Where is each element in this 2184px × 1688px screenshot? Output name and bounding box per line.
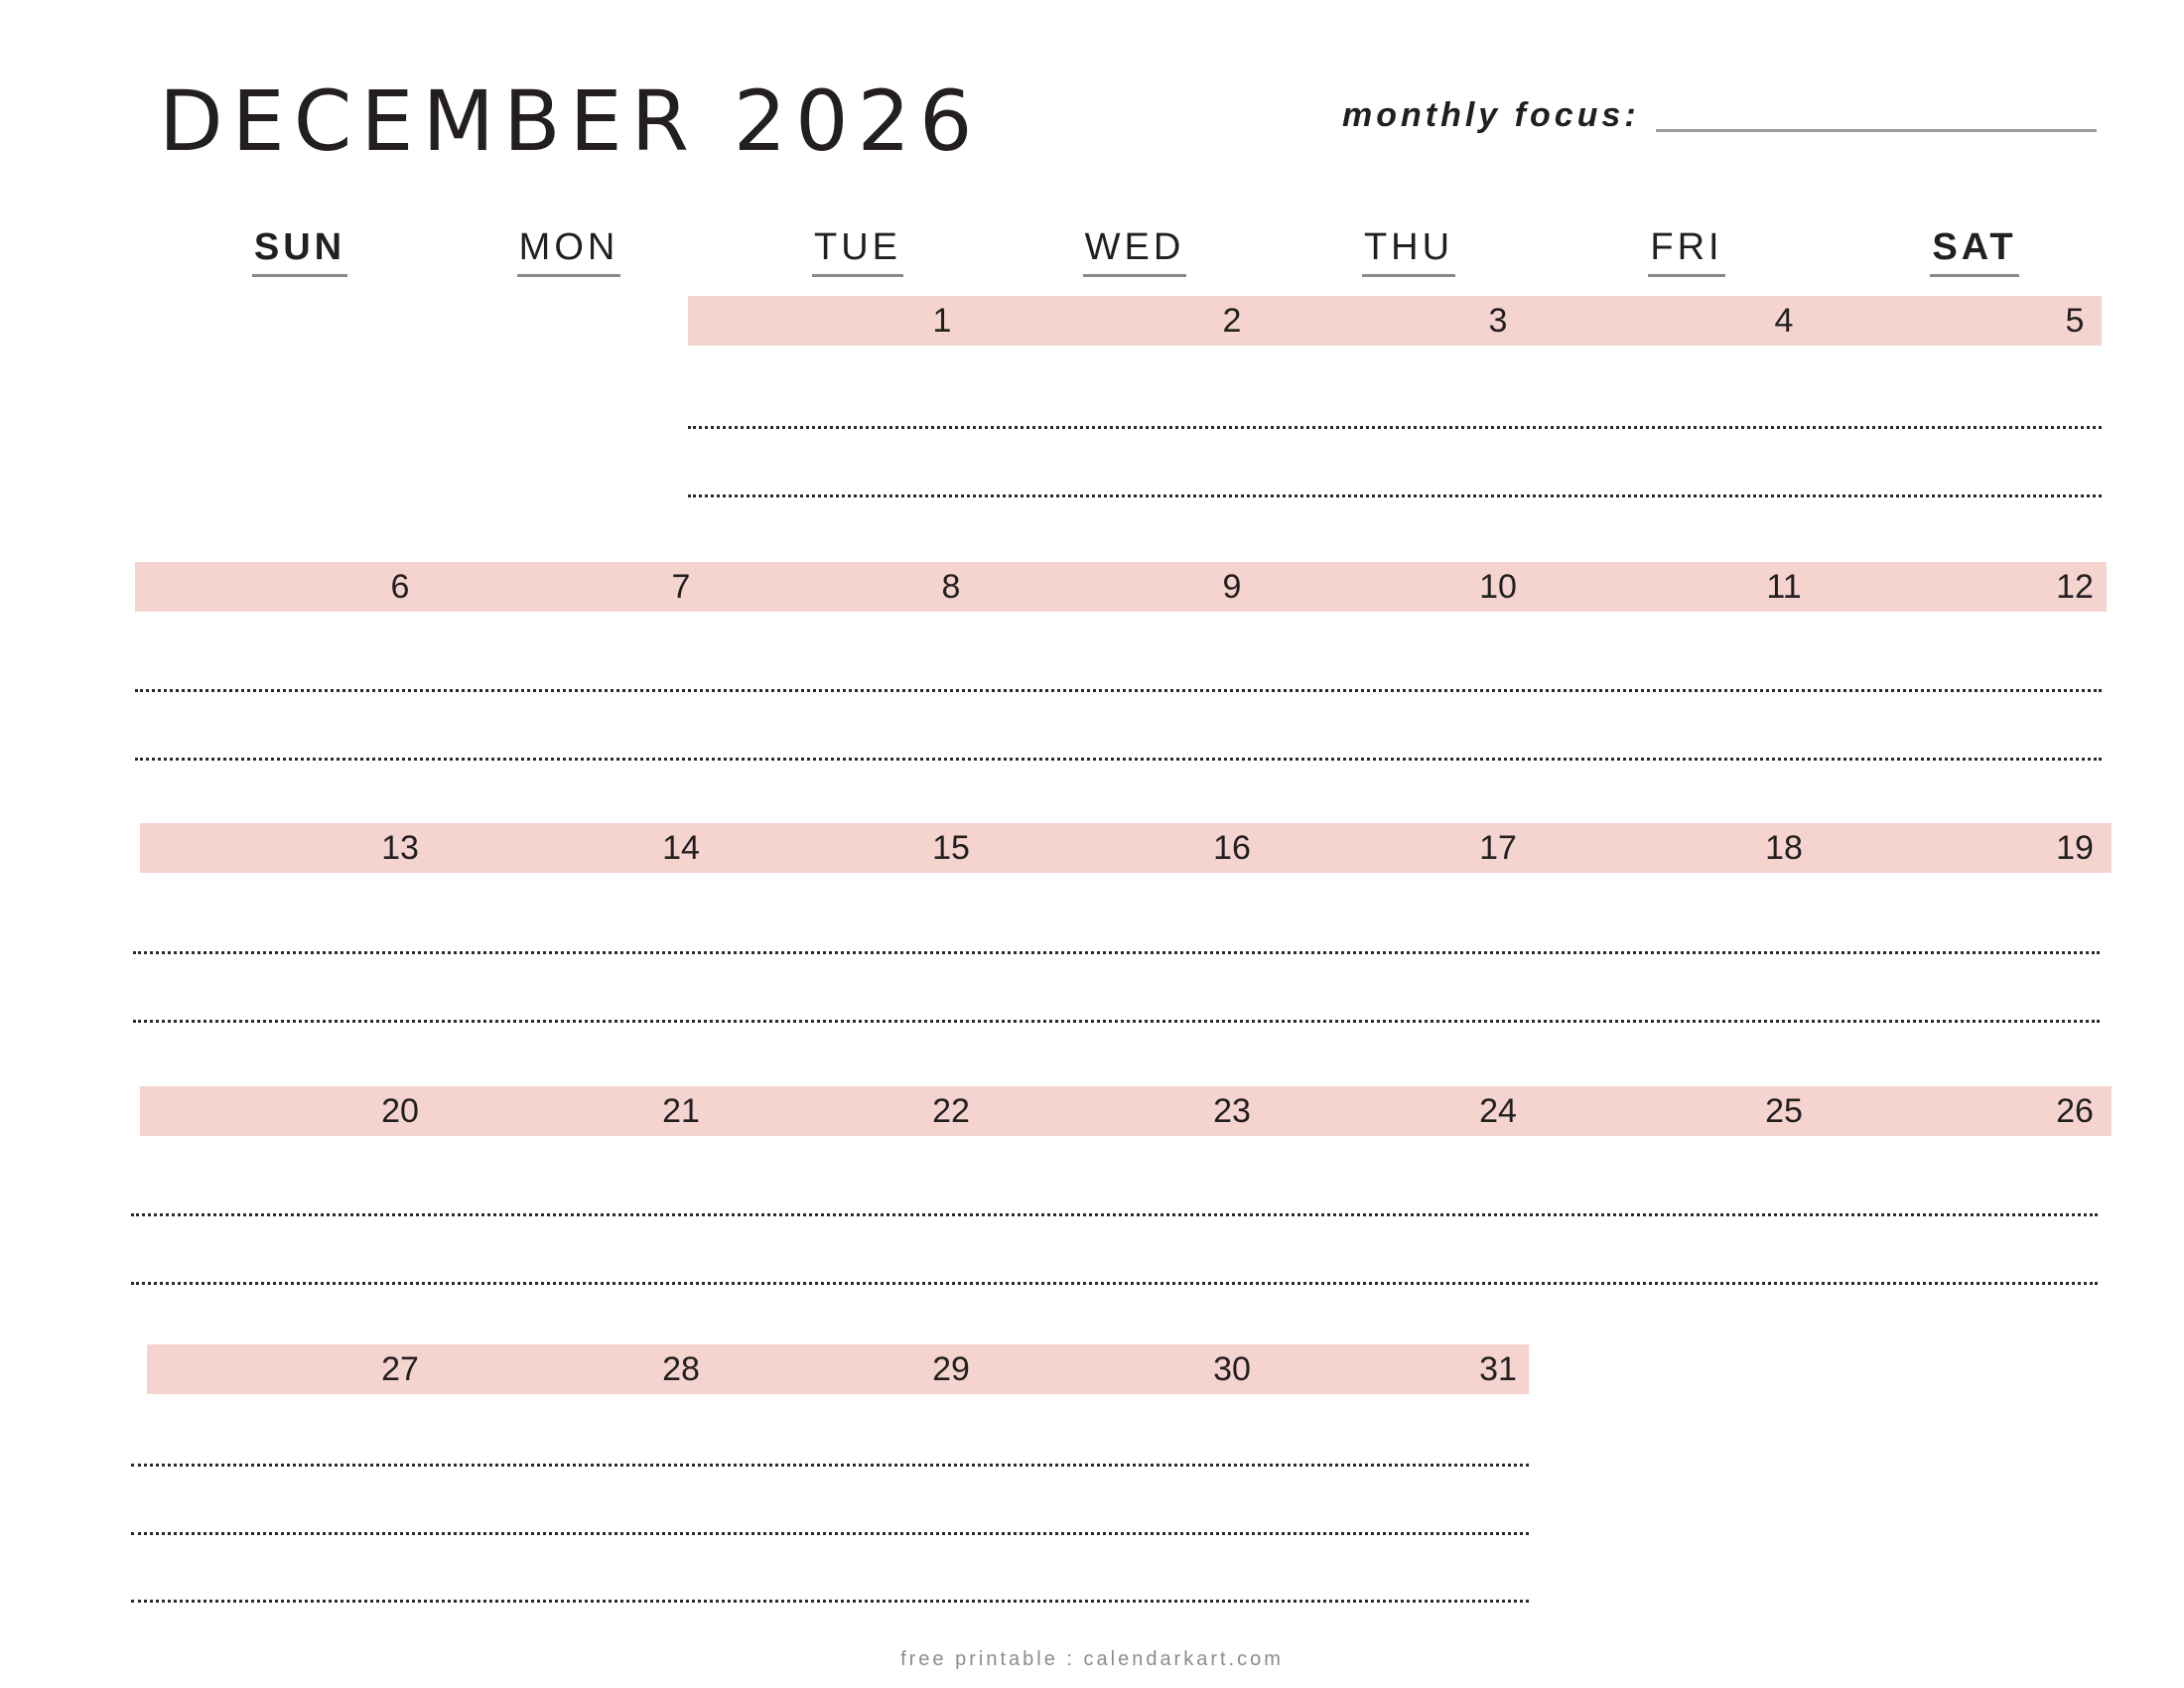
weekday-header-mon	[479, 222, 658, 277]
writing-line	[688, 426, 2102, 429]
footer-credit: free printable : calendarkart.com	[900, 1648, 1284, 1670]
writing-line	[131, 1213, 2098, 1216]
writing-line	[131, 1464, 1529, 1467]
weekday-header-tue	[768, 222, 947, 277]
date-cell: 8	[941, 568, 961, 606]
date-cell: 25	[1765, 1092, 1803, 1130]
date-cell: 13	[381, 829, 419, 867]
weekday-label: TUE	[812, 222, 903, 277]
date-cell: 3	[1488, 302, 1508, 340]
date-cell: 7	[671, 568, 691, 606]
weekday-header-fri	[1597, 222, 1776, 277]
date-cell: 27	[381, 1350, 419, 1388]
date-cell: 6	[390, 568, 410, 606]
date-cell: 17	[1479, 829, 1517, 867]
weekday-label: FRI	[1648, 222, 1724, 277]
weekday-label: MON	[517, 222, 621, 277]
page-title: DECEMBER 2026	[159, 72, 982, 170]
weekday-header-sun	[210, 222, 389, 277]
writing-line	[135, 689, 2102, 692]
date-cell: 24	[1479, 1092, 1517, 1130]
writing-line	[131, 1600, 1529, 1603]
writing-line	[131, 1282, 2098, 1285]
date-cell: 23	[1213, 1092, 1251, 1130]
monthly-focus-label: monthly focus:	[1342, 96, 1640, 134]
monthly-focus-line	[1656, 129, 2097, 132]
date-cell: 11	[1766, 568, 1802, 606]
date-cell: 26	[2056, 1092, 2094, 1130]
weekday-label: SAT	[1930, 222, 2018, 277]
weekday-label: SUN	[252, 222, 347, 277]
date-cell: 29	[932, 1350, 970, 1388]
date-cell: 4	[1774, 302, 1794, 340]
weekday-label: THU	[1362, 222, 1455, 277]
date-cell: 30	[1213, 1350, 1251, 1388]
writing-line	[131, 1532, 1529, 1535]
date-cell: 18	[1765, 829, 1803, 867]
date-cell: 12	[2056, 568, 2094, 606]
date-cell: 1	[932, 302, 952, 340]
writing-line	[133, 951, 2100, 954]
weekday-header-sat	[1885, 222, 2064, 277]
date-cell: 16	[1213, 829, 1251, 867]
date-cell: 19	[2056, 829, 2094, 867]
writing-line	[133, 1020, 2100, 1023]
writing-line	[688, 494, 2102, 497]
date-cell: 22	[932, 1092, 970, 1130]
date-cell: 20	[381, 1092, 419, 1130]
date-cell: 14	[662, 829, 700, 867]
date-cell: 9	[1222, 568, 1242, 606]
date-cell: 2	[1222, 302, 1242, 340]
weekday-header-thu	[1319, 222, 1498, 277]
date-cell: 10	[1479, 568, 1517, 606]
writing-line	[135, 758, 2102, 761]
weekday-label: WED	[1083, 222, 1187, 277]
date-cell: 21	[662, 1092, 700, 1130]
date-cell: 31	[1479, 1350, 1517, 1388]
date-cell: 28	[662, 1350, 700, 1388]
date-cell: 15	[932, 829, 970, 867]
weekday-header-wed	[1045, 222, 1224, 277]
date-cell: 5	[2065, 302, 2085, 340]
